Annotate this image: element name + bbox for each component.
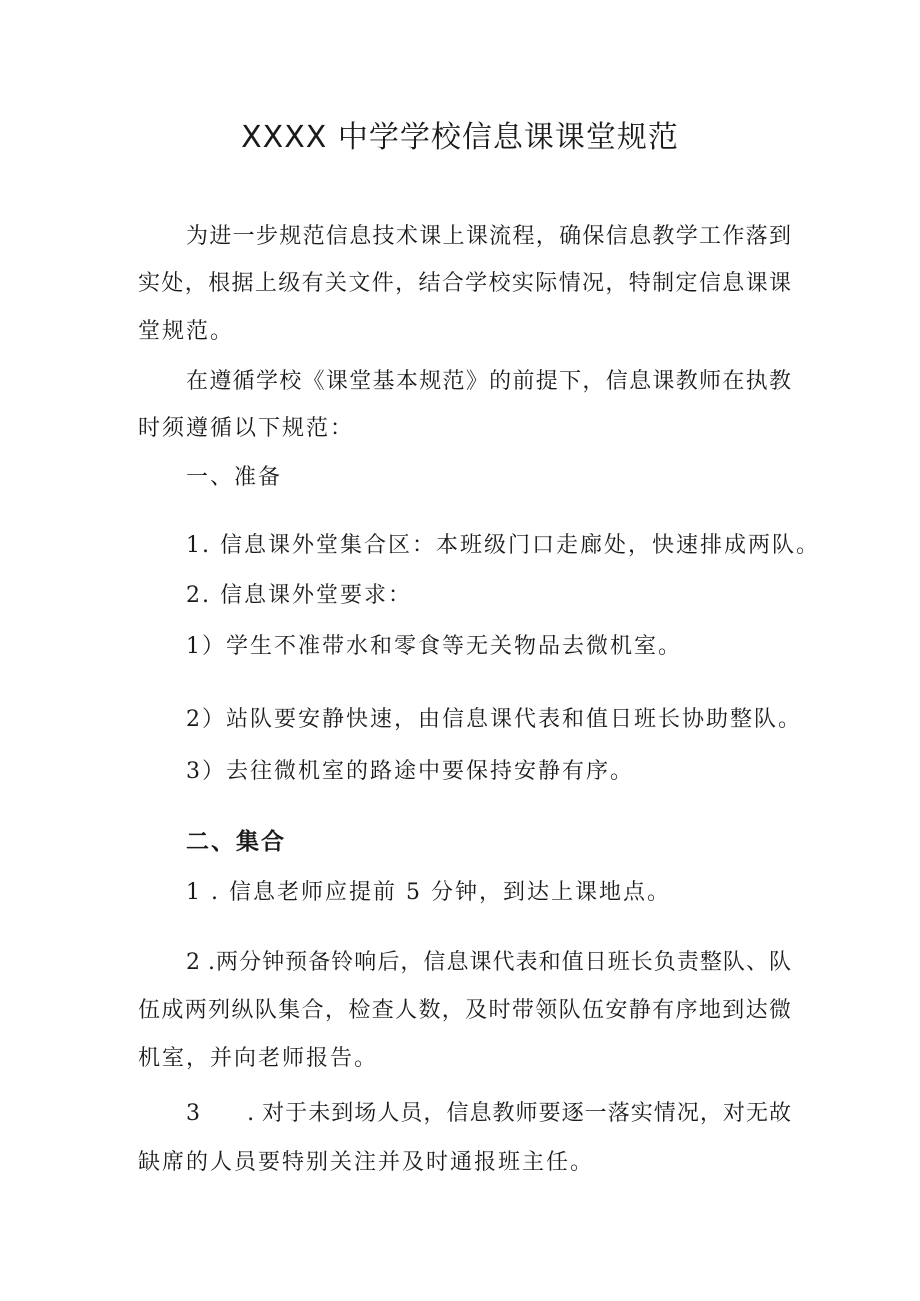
list-item: 1）学生不准带水和零食等无关物品去微机室。 <box>186 634 682 659</box>
list-item: 1. 信息课外堂集合区：本班级门口走廊处，快速排成两队。 <box>186 533 820 558</box>
section-heading-assembly: 二、集合 <box>186 829 286 855</box>
list-item-continued: 缺席的人员要特别关注并及时通报班主任。 <box>138 1150 595 1175</box>
list-item: 2 .两分钟预备铃响后，信息课代表和值日班长负责整队、队 <box>186 950 791 975</box>
section-heading-preparation: 一、准备 <box>186 465 283 490</box>
list-item-continued: 机室，并向老师报告。 <box>138 1046 379 1071</box>
list-item-continued: 伍成两列纵队集合，检查人数，及时带领队伍安静有序地到达微 <box>138 998 791 1023</box>
premise-line-2: 时须遵循以下规范： <box>138 416 355 441</box>
list-item: 2）站队要安静快速，由信息课代表和值日班长协助整队。 <box>186 707 802 732</box>
list-item: 3）去往微机室的路途中要保持安静有序。 <box>186 759 634 784</box>
intro-line-3: 堂规范。 <box>138 319 235 344</box>
premise-line-1: 在遵循学校《课堂基本规范》的前提下，信息课教师在执教 <box>186 369 791 394</box>
document-title: XXXX 中学学校信息课课堂规范 <box>241 120 679 155</box>
list-item: 3 . 对于未到场人员，信息教师要逐一落实情况，对无故 <box>186 1101 791 1126</box>
list-item: 2. 信息课外堂要求： <box>186 583 412 608</box>
intro-line-2: 实处，根据上级有关文件，结合学校实际情况，特制定信息课课 <box>138 271 791 296</box>
list-item: 1 . 信息老师应提前 5 分钟，到达上课地点。 <box>186 880 671 905</box>
intro-line-1: 为进一步规范信息技术课上课流程，确保信息教学工作落到 <box>186 224 791 249</box>
